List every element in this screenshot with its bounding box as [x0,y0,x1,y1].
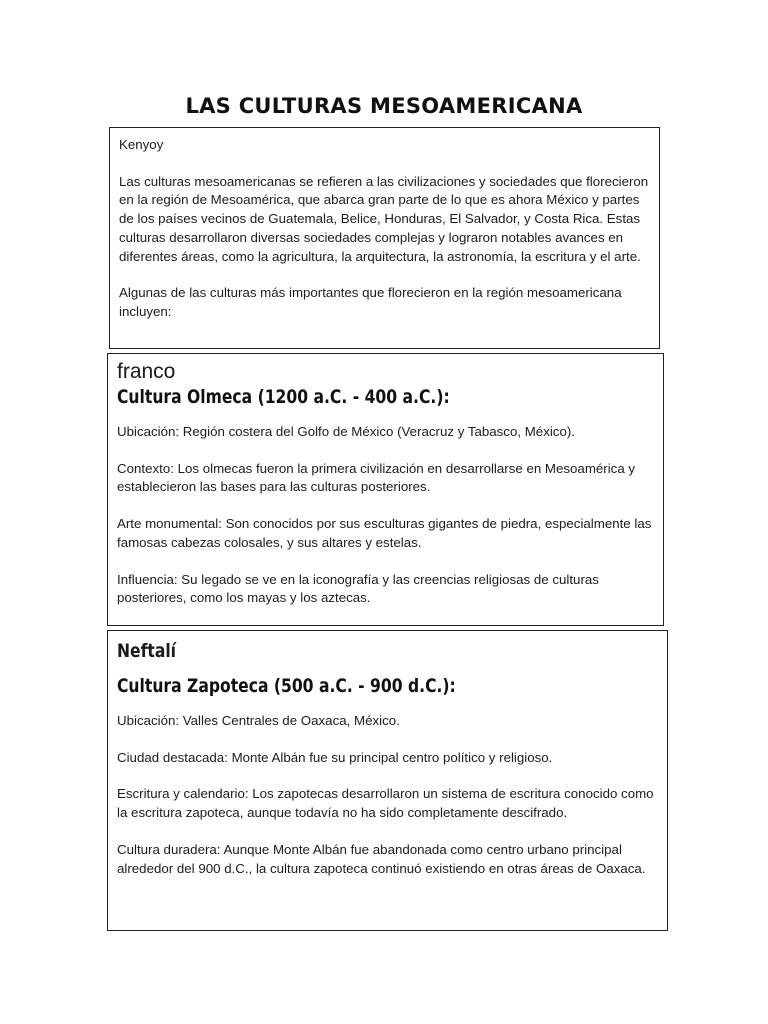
intro-box [109,127,660,349]
olmeca-arte: Arte monumental: Son conocidos por sus esculturas gigantes de piedra, especialmente las famosas cabezas colosales, y sus altares y estelas. [117,516,652,550]
olmeca-heading: Cultura Olmeca (1200 a.C. - 400 a.C.): [117,386,450,408]
zapoteca-ubicacion: Ubicación: Valles Centrales de Oaxaca, México. [117,713,400,728]
zapoteca-escritura: Escritura y calendario: Los zapotecas desarrollaron un sistema de escritura conocido como la escritura zapoteca, aunque todavía no ha sido completamente descifrado. [117,786,654,821]
olmeca-box [107,353,664,626]
zapoteca-author: Neftalí [117,640,177,662]
intro-paragraph: Las culturas mesoamericanas se refieren a las civilizaciones y sociedades que florecieron en la región de Mesoamérica, que abarca gran parte de lo que es ahora México y partes de los países vecinos de Guatemala, Belice, Honduras, El Salvador, y Costa Rica. Estas culturas desarrollaron diversas sociedades complejas y lograron notables avances en diferentes áreas, como la agricultura, la arquitectura, la astronomía, la escritura y el arte. [119,173,649,264]
zapoteca-ciudad: Ciudad destacada: Monte Albán fue su principal centro político y religioso. [117,749,553,765]
zapoteca-duradera: Cultura duradera: Aunque Monte Albán fue abandonada como centro urbano principal alrededor del 900 d.C., la cultura zapoteca continuó existiendo en otras áreas de Oaxaca. [117,841,646,876]
intro-cultures-lead: Algunas de las culturas más importantes que florecieron en la región mesoamericana incluyen: [119,285,622,319]
intro-author: Kenyoy [119,137,164,152]
zapoteca-heading: Cultura Zapoteca (500 a.C. - 900 d.C.): [117,675,456,697]
olmeca-influencia: Influencia: Su legado se ve en la iconografía y las creencias religiosas de culturas posteriores, como los mayas y los aztecas. [117,571,599,606]
olmeca-ubicacion: Ubicación: Región costera del Golfo de México (Veracruz y Tabasco, México). [117,424,575,439]
olmeca-contexto: Contexto: Los olmecas fueron la primera civilización en desarrollarse en Mesoamérica y establecieron las bases para las culturas posteriores. [117,460,636,495]
olmeca-author: franco [117,360,176,383]
page-title: LAS CULTURAS MESOAMERICANA [185,94,583,118]
zapoteca-box [107,630,668,931]
